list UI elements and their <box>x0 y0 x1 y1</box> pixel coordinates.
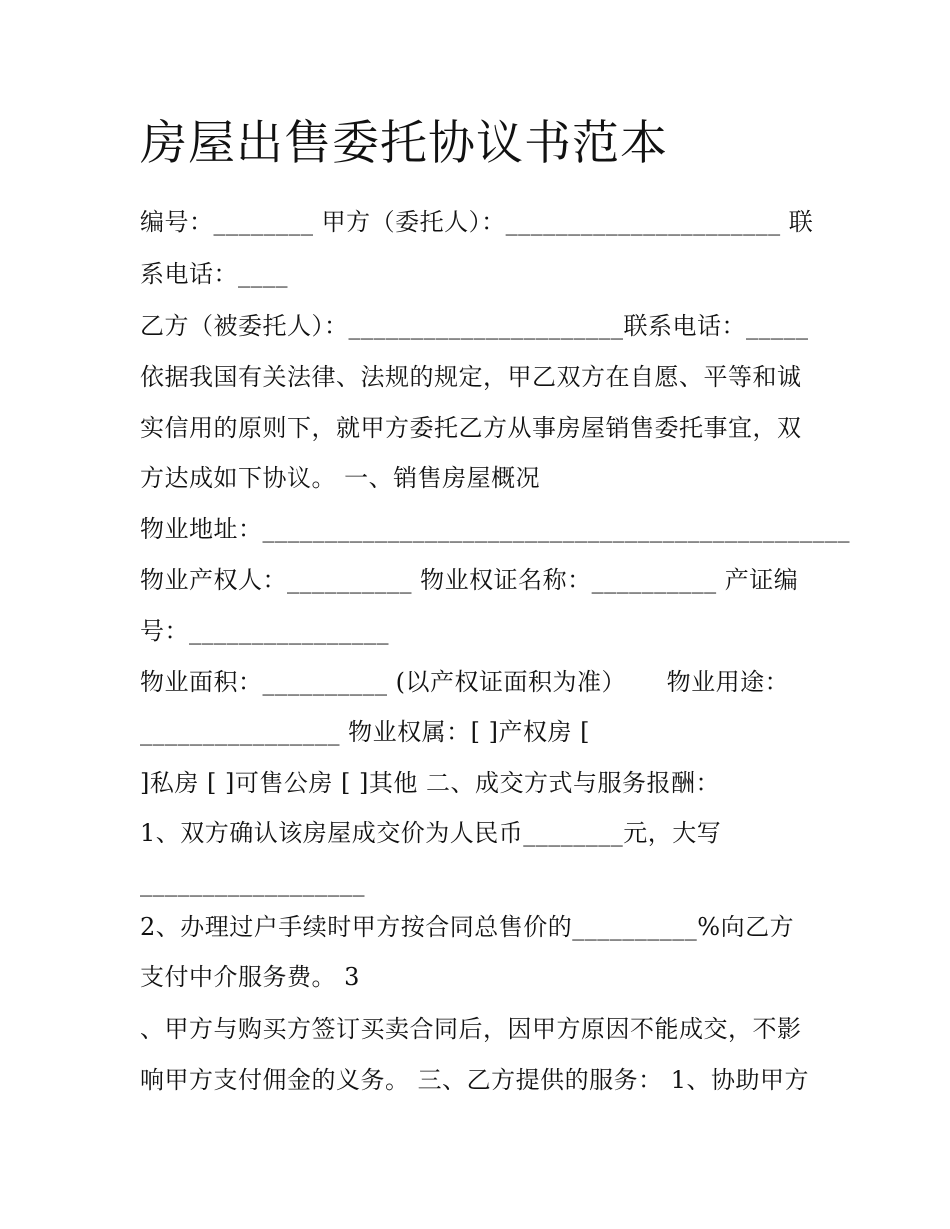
line-text: 方达成如下协议。 一、销售房屋概况 <box>140 464 541 492</box>
line-text: 编号：________ 甲方（委托人）：______________________ 联 <box>140 208 814 236</box>
text-line-section-2 <box>140 766 720 800</box>
document-title: 房屋出售委托协议书范本 <box>140 116 668 171</box>
line-text: 1、双方确认该房屋成交价为人民币________元，大写 <box>140 819 722 847</box>
line-text: 依据我国有关法律、法规的规定，甲乙双方在自愿、平等和诚 <box>140 363 802 391</box>
text-line-preamble-1 <box>140 360 802 394</box>
text-line-certificate-number <box>140 614 389 648</box>
line-text: 支付中介服务费。 3 <box>140 963 360 991</box>
line-text: 响甲方支付佣金的义务。 三、乙方提供的服务： 1、协助甲方 <box>140 1066 810 1094</box>
line-text: 系电话：____ <box>140 260 288 288</box>
text-line-section-3 <box>140 1063 809 1097</box>
text-line-section-1 <box>140 461 540 495</box>
line-text: ]私房 [ ]可售公房 [ ]其他 二、成交方式与服务报酬： <box>140 769 720 797</box>
text-line-price <box>140 816 721 850</box>
text-line-property-owner <box>140 563 798 597</box>
text-line-price-in-words <box>140 866 365 900</box>
text-line-party-a-phone <box>140 257 288 291</box>
text-line-preamble-2 <box>140 411 802 445</box>
line-text: 号：________________ <box>140 617 389 645</box>
line-text: __________________ <box>140 869 365 897</box>
text-line-party-b <box>140 309 809 343</box>
line-text: ________________ 物业权属：[ ]产权房 [ <box>140 718 590 746</box>
text-line-fee-1 <box>140 910 794 944</box>
text-line-property-address <box>140 512 850 546</box>
text-line-obligation-1 <box>140 1012 802 1046</box>
line-text: 物业面积：__________ (以产权证面积为准） 物业用途： <box>140 668 790 696</box>
text-line-number-party-a <box>140 205 813 239</box>
text-line-fee-2 <box>140 960 360 994</box>
line-text: 实信用的原则下，就甲方委托乙方从事房屋销售委托事宜，双 <box>140 414 802 442</box>
line-text: 物业地址：_______________________________________________ <box>140 515 850 543</box>
line-text: 乙方（被委托人）：______________________联系电话：_____ <box>140 312 809 340</box>
line-text: 2、办理过户手续时甲方按合同总售价的__________%向乙方 <box>140 913 795 941</box>
text-line-property-area <box>140 665 789 699</box>
line-text: 物业产权人：__________ 物业权证名称：__________ 产证编 <box>140 566 799 594</box>
text-line-property-ownership <box>140 715 590 749</box>
line-text: 、甲方与购买方签订买卖合同后，因甲方原因不能成交，不影 <box>140 1015 802 1043</box>
